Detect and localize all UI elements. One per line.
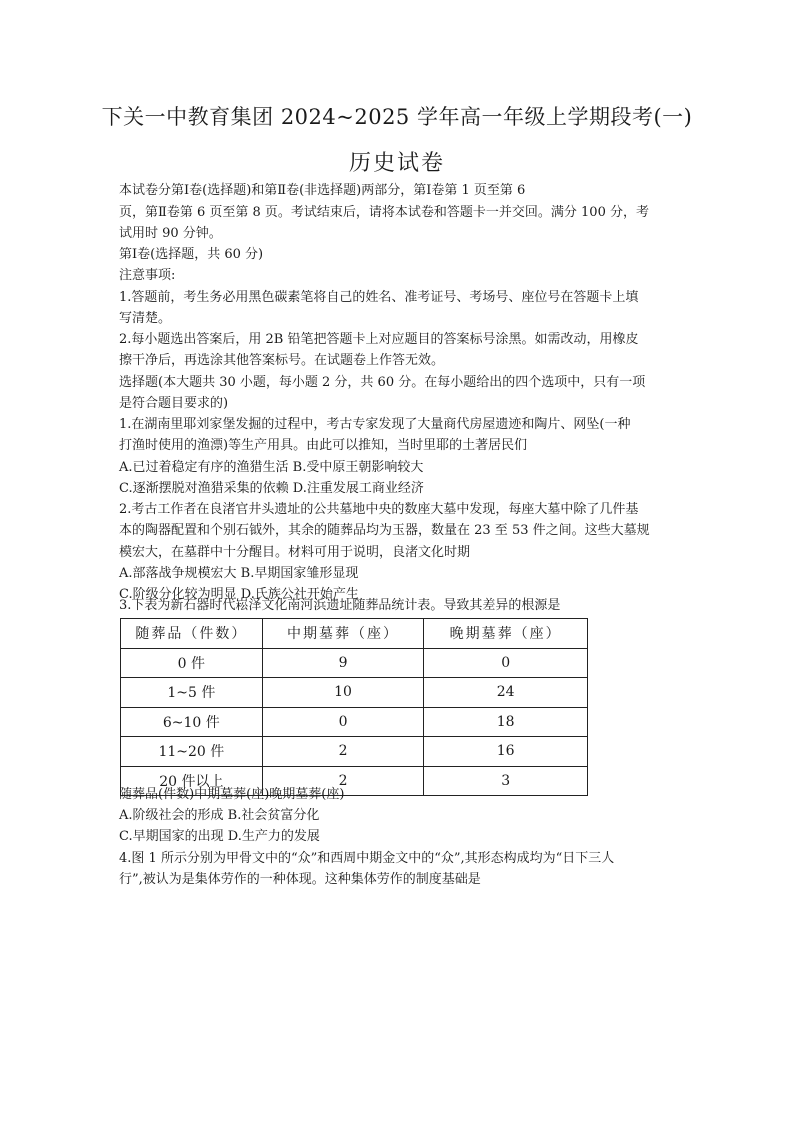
intro-line: 页，第Ⅱ卷第 6 页至第 8 页。考试结束后，请将本试卷和答题卡一并交回。满分 100 分，考 — [119, 205, 649, 220]
table-header-cell: 中期墓葬（座） — [262, 619, 424, 649]
question-2-options: A.部落战争规模宏大 B.早期国家雏形显现 — [119, 566, 359, 581]
table-cell: 9 — [262, 648, 424, 678]
table-cell: 18 — [424, 707, 588, 737]
section-heading: 第Ⅰ卷(选择题，共 60 分) — [119, 247, 264, 262]
table-cell: 1~5 件 — [121, 678, 263, 708]
question-2-options: C.阶级分化较为明显 D.氏族公社开始产生 — [119, 587, 359, 602]
table-header-cell: 晚期墓葬（座） — [424, 619, 588, 649]
table-cell: 0 件 — [121, 648, 263, 678]
table-cell: 3 — [424, 766, 588, 796]
table-row — [121, 648, 588, 678]
burial-statistics-table — [120, 618, 588, 796]
question-2-stem: 本的陶器配置和个别石钺外，其余的随葬品均为玉器，数量在 23 至 53 件之间。这些大墓规 — [119, 523, 650, 538]
question-3-stem: 3.下表为新石器时代崧泽文化南河浜遗址随葬品统计表。导致其差异的根源是 — [119, 598, 561, 613]
question-4-stem: 行”,被认为是集体劳作的一种体现。这种集体劳作的制度基础是 — [119, 872, 481, 887]
table-cell: 2 — [262, 737, 424, 767]
intro-line: 本试卷分第Ⅰ卷(选择题)和第Ⅱ卷(非选择题)两部分，第Ⅰ卷第 1 页至第 6 — [119, 183, 526, 198]
notice-item: 擦干净后，再选涂其他答案标号。在试题卷上作答无效。 — [119, 353, 445, 368]
notice-item: 1.答题前，考生务必用黑色碳素笔将自己的姓名、准考证号、考场号、座位号在答题卡上填 — [119, 290, 639, 305]
table-cell: 6~10 件 — [121, 707, 263, 737]
table-header-cell: 随葬品（件数） — [121, 619, 263, 649]
table-cell: 10 — [262, 678, 424, 708]
question-2-stem: 模宏大，在墓群中十分醒目。材料可用于说明，良渚文化时期 — [119, 545, 471, 560]
table-row — [121, 678, 588, 708]
question-1-stem: 打渔时使用的渔漂)等生产用具。由此可以推知，当时里耶的土著居民们 — [119, 438, 528, 453]
question-1-stem: 1.在湖南里耶刘家堡发掘的过程中，考古专家发现了大量商代房屋遗迹和陶片、网坠(一种 — [119, 417, 631, 432]
question-3-options: A.阶级社会的形成 B.社会贫富分化 — [119, 808, 320, 823]
question-2-stem: 2.考古工作者在良渚官井头遗址的公共墓地中央的数座大墓中发现，每座大墓中除了几件基 — [119, 502, 639, 517]
table-cell: 20 件以上 — [121, 766, 263, 796]
table-cell: 16 — [424, 737, 588, 767]
question-3-options: C.早期国家的出现 D.生产力的发展 — [119, 829, 320, 844]
table-cell: 0 — [424, 648, 588, 678]
notice-heading: 注意事项: — [119, 268, 176, 283]
instruction-line: 是符合题目要求的) — [119, 396, 229, 411]
table-row — [121, 737, 588, 767]
table-cell: 11~20 件 — [121, 737, 263, 767]
table-header-row — [121, 619, 588, 649]
instruction-line: 选择题(本大题共 30 小题，每小题 2 分，共 60 分。在每小题给出的四个选项中，只有一项 — [119, 375, 646, 390]
page-title: 下关一中教育集团 2024~2025 学年高一年级上学期段考(一) — [101, 105, 693, 129]
table-cell: 2 — [262, 766, 424, 796]
page-subtitle: 历史试卷 — [348, 151, 445, 176]
intro-line: 试用时 90 分钟。 — [119, 226, 222, 241]
table-row — [121, 707, 588, 737]
table-cell: 24 — [424, 678, 588, 708]
table-caption-text: 随葬品(件数)中期墓葬(座)晚期墓葬(座) — [119, 787, 345, 802]
notice-item: 写清楚。 — [119, 311, 172, 326]
question-4-stem: 4.图 1 所示分别为甲骨文中的“众”和西周中期金文中的“众”,其形态构成均为“日下三人 — [119, 851, 615, 866]
notice-item: 2.每小题选出答案后，用 2B 铅笔把答题卡上对应题目的答案标号涂黑。如需改动，用橡皮 — [119, 332, 639, 347]
table-cell: 0 — [262, 707, 424, 737]
question-1-options: A.已过着稳定有序的渔猎生活 B.受中原王朝影响较大 — [119, 460, 424, 475]
question-1-options: C.逐渐摆脱对渔猎采集的依赖 D.注重发展工商业经济 — [119, 481, 424, 496]
